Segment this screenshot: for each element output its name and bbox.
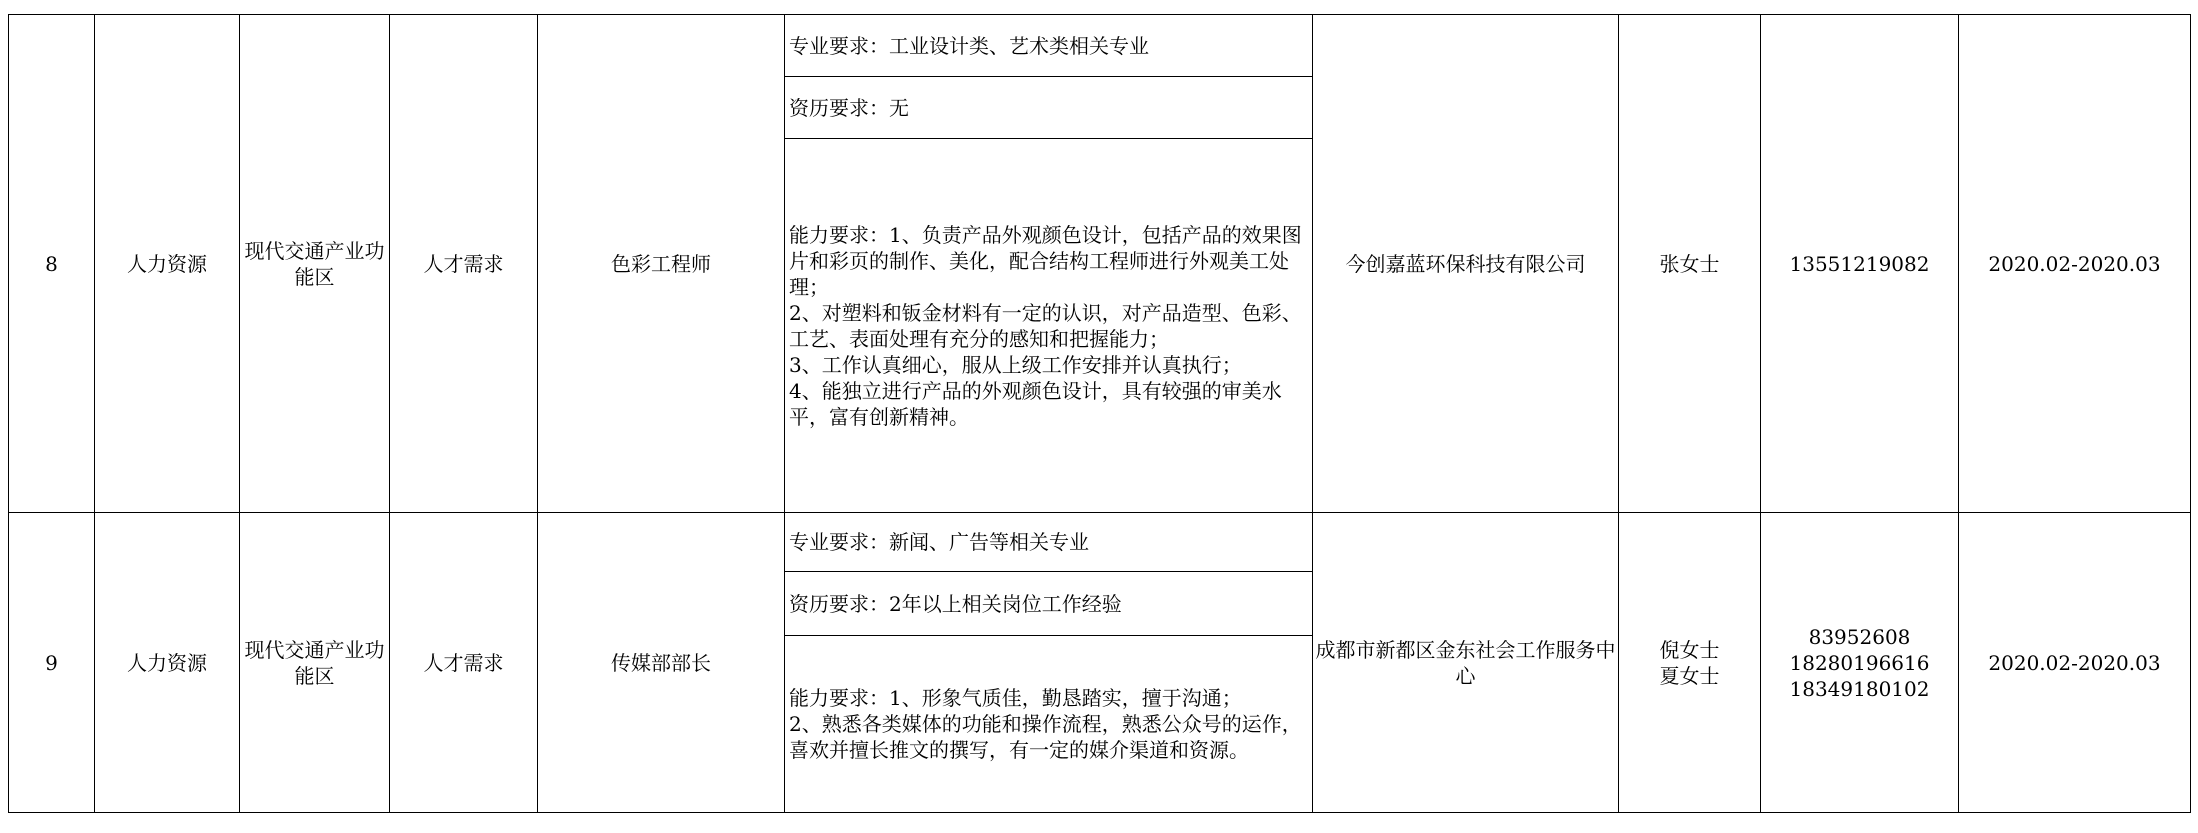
zone-cell: 现代交通产业功能区: [240, 15, 390, 513]
ability-text: 能力要求：1、形象气质佳，勤恳踏实，擅于沟通； 2、熟悉各类媒体的功能和操作流程，熟悉公众号的运作，喜欢并擅长推文的撰写，有一定的媒介渠道和资源。: [789, 686, 1302, 762]
contact-cell: [1619, 513, 1761, 813]
phone-number: 18280196616: [1789, 650, 1930, 675]
recruitment-table: [8, 14, 2191, 813]
company-cell: 今创嘉蓝环保科技有限公司: [1313, 15, 1619, 513]
phone-number: 13551219082: [1789, 251, 1930, 276]
phone-number: 83952608: [1808, 624, 1911, 649]
demand-type-cell: 人才需求: [390, 513, 538, 813]
contact-name: 张女士: [1659, 251, 1720, 276]
major-requirement: 专业要求：新闻、广告等相关专业: [785, 513, 1313, 572]
row-number: 9: [9, 513, 95, 813]
period-cell: 2020.02-2020.03: [1959, 15, 2191, 513]
position-cell: 色彩工程师: [538, 15, 785, 513]
category-cell: 人力资源: [95, 15, 240, 513]
ability-requirement: [785, 636, 1313, 813]
contact-name: 夏女士: [1659, 663, 1720, 688]
company-cell: 成都市新都区金东社会工作服务中心: [1313, 513, 1619, 813]
table-row: [9, 15, 2191, 77]
major-requirement: 专业要求：工业设计类、艺术类相关专业: [785, 15, 1313, 77]
row-number: 8: [9, 15, 95, 513]
category-cell: 人力资源: [95, 513, 240, 813]
ability-requirement: [785, 139, 1313, 513]
phone-number: 18349180102: [1789, 676, 1930, 701]
ability-text: 能力要求：1、负责产品外观颜色设计，包括产品的效果图片和彩页的制作、美化，配合结构工程师进行外观美工处理； 2、对塑料和钣金材料有一定的认识，对产品造型、色彩、工艺、表面处理有充分的感知和把握能力； 3、工作认真细心，服从上级工作安排并认真执行； 4、能独立进行产品的外观颜色设计，具有较强的审美水平，富有创新精神。: [789, 222, 1302, 429]
period-cell: 2020.02-2020.03: [1959, 513, 2191, 813]
demand-type-cell: 人才需求: [390, 15, 538, 513]
experience-requirement: 资历要求：2年以上相关岗位工作经验: [785, 572, 1313, 636]
table-row: [9, 513, 2191, 572]
position-cell: 传媒部部长: [538, 513, 785, 813]
phone-cell: [1761, 15, 1959, 513]
contact-name: 倪女士: [1659, 637, 1720, 662]
experience-requirement: 资历要求：无: [785, 77, 1313, 139]
zone-cell: 现代交通产业功能区: [240, 513, 390, 813]
phone-cell: [1761, 513, 1959, 813]
contact-cell: [1619, 15, 1761, 513]
